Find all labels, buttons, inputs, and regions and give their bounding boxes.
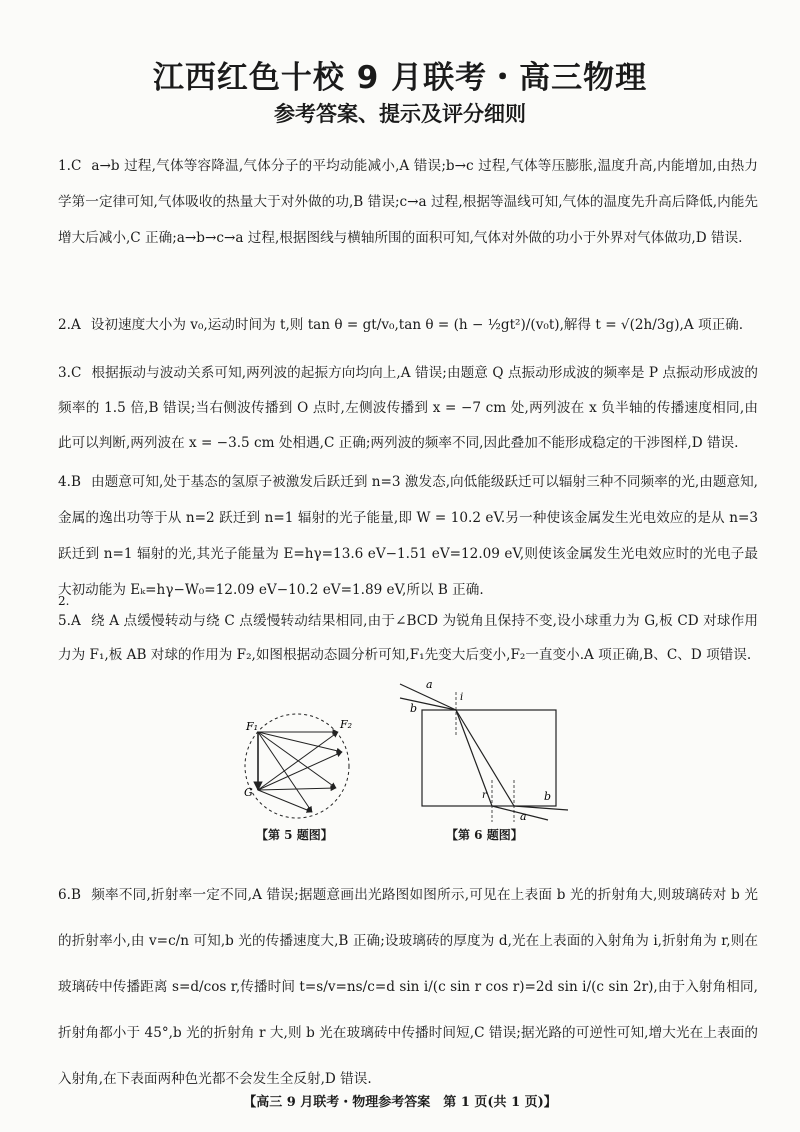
answer-4-text: 由题意可知,处于基态的氢原子被激发后跃迁到 n=3 激发态,向低能级跃迁可以辐射三种不同频率的光,由题意知,金属的逸出功等于从 n=2 跃迁到 n=1 辐射的光子能量,即 W = 10.2 eV.另一种使该金属发生光电效应的是从 n=3 跃迁到 n=1 辐射的光,其光子能量为 E=hγ=13.6 eV−1.51 eV=12.09 eV,则使该金属发生光电效应时的光电子最大初动能为 Eₖ=hγ−W₀=12.09 eV−10.2 eV=1.89 eV,所以 B 正确.	[58, 474, 758, 598]
answer-4	[58, 464, 758, 608]
figure-5-force-circle	[232, 708, 362, 823]
answer-4-number: 4.B	[58, 474, 81, 490]
answer-2	[58, 313, 758, 337]
label-g: G	[244, 786, 253, 799]
figure-5-caption: 【第 5 题图】	[256, 828, 333, 842]
force-vector	[258, 790, 312, 812]
answer-5-text: 绕 A 点缓慢转动与绕 C 点缓慢转动结果相同,由于∠BCD 为锐角且保持不变,设小球重力为 G,板 CD 对球作用力为 F₁,板 AB 对球的作用为 F₂,如图根据动态圆分析可知,F₁先变大后变小,F₂一直变小.A 项正确,B、C、D 项错误.	[58, 613, 758, 663]
ray-b-incident	[400, 698, 456, 710]
page-footer: 【高三 9 月联考・物理参考答案 第 1 页(共 1 页)】	[243, 1095, 557, 1110]
answer-1-text: a→b 过程,气体等容降温,气体分子的平均动能减小,A 错误;b→c 过程,气体等压膨胀,温度升高,内能增加,由热力学第一定律可知,气体吸收的热量大于对外做的功,B 错误;c→a 过程,根据等温线可知,气体的温度先升高后降低,内能先增大后减小,C 正确;a→b→c→a 过程,根据图线与横轴所围的面积可知,气体对外做的功小于外界对气体做功,D 错误.	[58, 158, 758, 246]
answer-5-number: 5.A	[58, 613, 81, 629]
glass-block	[422, 710, 556, 806]
answer-6-text: 频率不同,折射率一定不同,A 错误;据题意画出光路图如图所示,可见在上表面 b 光的折射角大,则玻璃砖对 b 光的折射率小,由 v=c/n 可知,b 光的传播速度大,B 正确;设玻璃砖的厚度为 d,光在上表面的入射角为 i,折射角为 r,则在玻璃砖中传播距离 s=d/cos r,传播时间 t=s/v=ns/c=d sin i/(c sin r cos r)=2d sin i/(c sin 2r),由于入射角相同,折射角都小于 45°,b 光的折射角 r 大,则 b 光在玻璃砖中传播时间短,C 错误;据光路的可逆性可知,增大光在上表面的入射角,在下表面两种色光都不会发生全反射,D 错误.	[58, 887, 758, 1087]
figure-6-caption: 【第 6 题图】	[446, 828, 523, 842]
figure-6-light-path	[396, 676, 572, 822]
force-vector	[258, 732, 342, 752]
answer-2-text: 设初速度大小为 v₀,运动时间为 t,则 tan θ = gt/v₀,tan θ = (h − ½gt²)/(v₀t),解得 t = √(2h/3g),A 项正确.	[90, 317, 744, 333]
answer-3	[58, 356, 758, 461]
page-subtitle: 参考答案、提示及评分细则	[274, 102, 526, 126]
label-b-in: b	[410, 702, 418, 715]
label-i: i	[460, 692, 464, 703]
stray-mark: 2.	[58, 594, 70, 608]
answer-3-number: 3.C	[58, 365, 82, 381]
label-a-in: a	[426, 678, 433, 691]
label-r: r	[482, 790, 487, 801]
answer-3-text: 根据振动与波动关系可知,两列波的起振方向均向上,A 错误;由题意 Q 点振动形成波的频率是 P 点振动形成波的频率的 1.5 倍,B 错误;当右侧波传播到 O 点时,左侧波传播到 x = −7 cm 处,两列波在 x 负半轴的传播速度相同,由此可以判断,两列波在 x = −3.5 cm 处相遇,C 正确;两列波的频率不同,因此叠加不能形成稳定的干涉图样,D 错误.	[58, 365, 758, 451]
answer-5	[58, 604, 758, 672]
label-a-out: a	[520, 810, 527, 822]
answer-6	[58, 872, 758, 1102]
answer-6-number: 6.B	[58, 887, 81, 903]
label-b-out: b	[544, 790, 552, 803]
force-vector	[258, 732, 312, 812]
dynamic-circle	[245, 714, 349, 818]
answer-2-number: 2.A	[58, 317, 81, 333]
answer-1	[58, 148, 758, 256]
answer-1-number: 1.C	[58, 158, 82, 174]
label-f2: F₂	[340, 718, 353, 731]
force-vector	[258, 752, 342, 790]
page-title: 江西红色十校 9 月联考・高三物理	[152, 60, 648, 96]
label-f1: F₁	[246, 720, 259, 733]
